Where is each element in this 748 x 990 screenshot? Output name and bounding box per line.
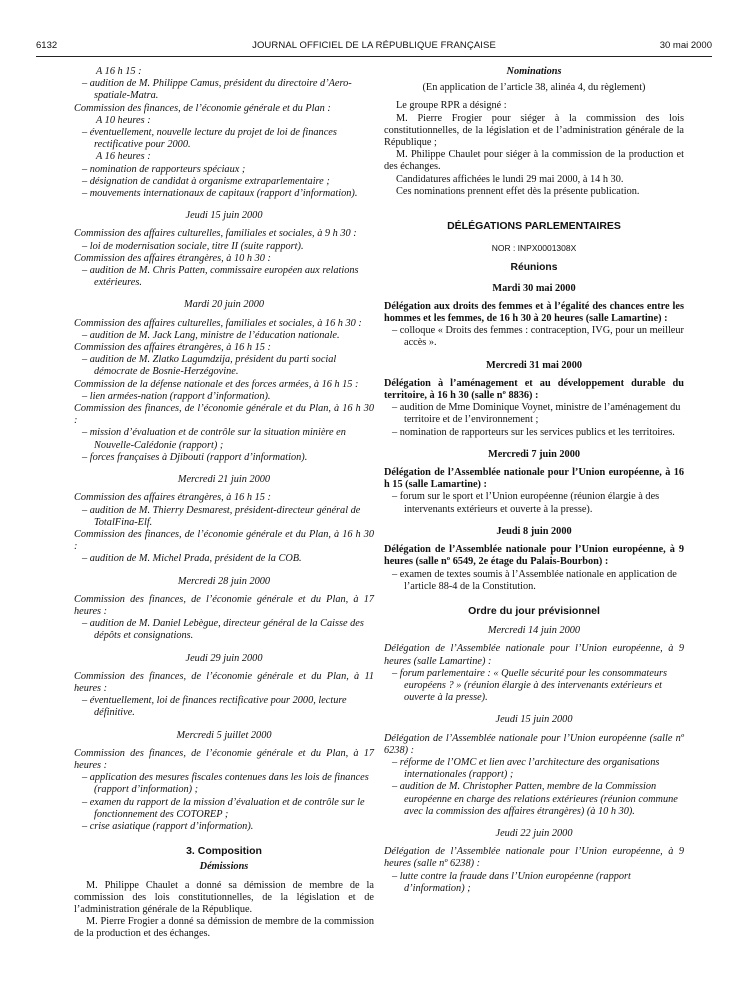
delegation-heading: Délégation de l’Assemblée nationale pour l’Union européenne, à 9 heures (salle nº 6549, 2e étage du Palais-Bourbon) :: [384, 544, 684, 568]
day-heading: Jeudi 8 juin 2000: [496, 525, 572, 537]
agenda-item: – audition de M. Philippe Camus, président du directoire d’Aero-spatiale-Matra.: [82, 78, 352, 102]
day-heading: Mercredi 14 juin 2000: [487, 625, 581, 637]
committee-heading: Commission de la défense nationale et des forces armées, à 16 h 15 :: [74, 378, 359, 390]
agenda-item: – loi de modernisation sociale, titre II (suite rapport).: [82, 240, 304, 252]
section-note: (En application de l’article 38, alinéa 4, du règlement): [422, 82, 646, 94]
agenda-item: – application des mesures fiscales contenues dans les lois de finances (rapport d’information) ;: [82, 772, 369, 796]
agenda-item: – audition de M. Zlatko Lagumdzija, président du parti social démocrate de Bosnie-Herzégovine.: [82, 354, 337, 378]
agenda-item: – colloque « Droits des femmes : contraception, IVG, pour un meilleur accès ».: [392, 325, 684, 349]
paragraph: Candidatures affichées le lundi 29 mai 2000, à 14 h 30.: [396, 173, 624, 185]
agenda-item: – audition de Mme Dominique Voynet, ministre de l’aménagement du territoire et de l’environnement ;: [392, 402, 681, 426]
committee-heading: Commission des affaires étrangères, à 16 h 15 :: [74, 492, 271, 504]
committee-heading: Commission des finances, de l’économie générale et du Plan, à 16 h 30 :: [74, 528, 374, 553]
section-subtitle: Réunions: [510, 262, 558, 274]
committee-heading: Commission des affaires étrangères, à 10 h 30 :: [74, 252, 271, 264]
agenda-item: – audition de M. Christopher Patten, membre de la Commission européenne en charge des relations extérieures (réunion commune avec la commission des affaires étrangères) (à 10 h 30).: [392, 781, 678, 817]
issue-date: 30 mai 2000: [659, 40, 712, 51]
page-number: 6132: [36, 40, 58, 51]
committee-heading: Commission des affaires étrangères, à 16 h 15 :: [74, 342, 271, 354]
committee-heading: Commission des finances, de l’économie générale et du Plan, à 17 heures :: [74, 593, 374, 617]
committee-heading: Commission des finances, de l’économie générale et du Plan, à 11 heures :: [74, 670, 374, 694]
nor-reference: NOR : INPX0001308X: [491, 243, 577, 254]
journal-title: JOURNAL OFFICIEL DE LA RÉPUBLIQUE FRANÇAISE: [252, 40, 496, 51]
agenda-item: – éventuellement, loi de finances rectificative pour 2000, lecture définitive.: [82, 695, 347, 719]
agenda-item: – réforme de l’OMC et lien avec l’architecture des organisations internationales (rapport) ;: [392, 756, 660, 781]
delegation-heading: Délégation de l’Assemblée nationale pour l’Union européenne, à 9 heures (salle nº 6238) :: [384, 846, 684, 870]
day-heading: Mercredi 7 juin 2000: [488, 448, 580, 460]
agenda-item: – forces françaises à Djibouti (rapport d’information).: [82, 451, 308, 463]
committee-heading: Commission des finances, de l’économie générale et du Plan, à 17 heures :: [74, 747, 374, 771]
time-line: A 16 heures :: [96, 151, 151, 163]
committee-heading: Commission des affaires culturelles, familiales et sociales, à 16 h 30 :: [74, 317, 362, 329]
agenda-item: – désignation de candidat à organisme extraparlementaire ;: [82, 175, 330, 187]
day-heading: Jeudi 15 juin 2000: [495, 714, 573, 726]
section-subtitle: Nominations: [506, 66, 562, 77]
agenda-item: – lien armées-nation (rapport d’information).: [82, 390, 271, 402]
page-header: [36, 38, 712, 57]
right-column: [384, 66, 684, 895]
agenda-item: – audition de M. Daniel Lebègue, directeur général de la Caisse des dépôts et consignations.: [82, 618, 364, 642]
day-heading: Mercredi 5 juillet 2000: [176, 729, 272, 741]
delegation-heading: Délégation de l’Assemblée nationale pour l’Union européenne (salle nº 6238) :: [384, 732, 684, 756]
day-heading: Jeudi 15 juin 2000: [185, 210, 263, 222]
agenda-item: – audition de M. Jack Lang, ministre de l’éducation nationale.: [82, 329, 340, 341]
delegation-heading: Délégation à l’aménagement et au développement durable du territoire, à 16 h 30 (salle nº 8836) :: [384, 377, 684, 402]
day-heading: Mercredi 21 juin 2000: [177, 474, 271, 486]
paragraph: Ces nominations prennent effet dès la présente publication.: [396, 185, 640, 197]
agenda-item: – audition de M. Thierry Desmarest, président-directeur général de TotalFina-Elf.: [82, 504, 361, 528]
paragraph: M. Philippe Chaulet pour siéger à la commission de la production et des échanges.: [384, 149, 684, 173]
agenda-item: – audition de M. Chris Patten, commissaire européen aux relations extérieures.: [82, 265, 359, 289]
agenda-item: – mouvements internationaux de capitaux (rapport d’information).: [82, 188, 358, 200]
committee-heading: Commission des finances, de l’économie générale et du Plan :: [74, 102, 331, 114]
agenda-item: – éventuellement, nouvelle lecture du projet de loi de finances rectificative pour 2000.: [82, 127, 337, 151]
section-title: Ordre du jour prévisionnel: [468, 604, 600, 617]
section-subtitle: Démissions: [199, 861, 249, 873]
agenda-item: – forum parlementaire : « Quelle sécurité pour les consommateurs européens ? » (réunion élargie à des intervenants extérieurs et ouverte à la presse).: [392, 667, 668, 704]
section-title: DÉLÉGATIONS PARLEMENTAIRES: [447, 220, 621, 233]
paragraph: Le groupe RPR a désigné :: [396, 100, 507, 112]
paragraph: M. Pierre Frogier pour siéger à la commission des lois constitutionnelles, de la législation et de l’administration générale de la République ;: [384, 112, 684, 149]
delegation-heading: Délégation de l’Assemblée nationale pour l’Union européenne, à 9 heures (salle Lamartine) :: [384, 643, 684, 667]
paragraph: M. Pierre Frogier a donné sa démission de membre de la commission de la production et des échanges.: [74, 916, 374, 940]
day-heading: Mercredi 28 juin 2000: [177, 575, 271, 587]
agenda-item: – lutte contre la fraude dans l’Union européenne (rapport d’information) ;: [392, 870, 631, 894]
delegation-heading: Délégation aux droits des femmes et à l’égalité des chances entre les hommes et les femmes, de 16 h 30 à 20 heures (salle Lamartine) :: [384, 300, 684, 325]
left-column: [74, 66, 374, 941]
agenda-item: – mission d’évaluation et de contrôle sur la situation minière en Nouvelle-Calédonie (rapport) ;: [82, 427, 346, 451]
day-heading: Mardi 20 juin 2000: [184, 299, 264, 311]
time-line: A 16 h 15 :: [96, 66, 142, 77]
agenda-item: – examen de textes soumis à l’Assemblée nationale en application de l’article 88-4 de la Constitution.: [392, 568, 677, 592]
agenda-item: – forum sur le sport et l’Union européenne (réunion élargie à des intervenants extérieurs et ouverte à la presse).: [392, 491, 660, 515]
agenda-item: – audition de M. Michel Prada, président de la COB.: [82, 553, 302, 565]
agenda-item: – nomination de rapporteurs sur les services publics et les territoires.: [392, 426, 675, 438]
day-heading: Mardi 30 mai 2000: [492, 282, 576, 294]
agenda-item: – examen du rapport de la mission d’évaluation et de contrôle sur le fonctionnement des COTOREP ;: [82, 796, 365, 820]
agenda-item: – nomination de rapporteurs spéciaux ;: [82, 163, 246, 175]
committee-heading: Commission des finances, de l’économie générale et du Plan, à 16 h 30 :: [74, 403, 374, 427]
day-heading: Jeudi 29 juin 2000: [185, 652, 263, 664]
delegation-heading: Délégation de l’Assemblée nationale pour l’Union européenne, à 16 h 15 (salle Lamartine) :: [384, 467, 684, 491]
committee-heading: Commission des affaires culturelles, familiales et sociales, à 9 h 30 :: [74, 228, 357, 240]
paragraph: M. Philippe Chaulet a donné sa démission de membre de la commission des lois constitutionnelles, de la législation et de l’administration générale de la République.: [74, 879, 374, 915]
time-line: A 10 heures :: [96, 114, 151, 126]
day-heading: Jeudi 22 juin 2000: [495, 827, 573, 839]
day-heading: Mercredi 31 mai 2000: [486, 359, 582, 371]
section-title: 3. Composition: [186, 845, 262, 858]
agenda-item: – crise asiatique (rapport d’information).: [82, 820, 254, 832]
